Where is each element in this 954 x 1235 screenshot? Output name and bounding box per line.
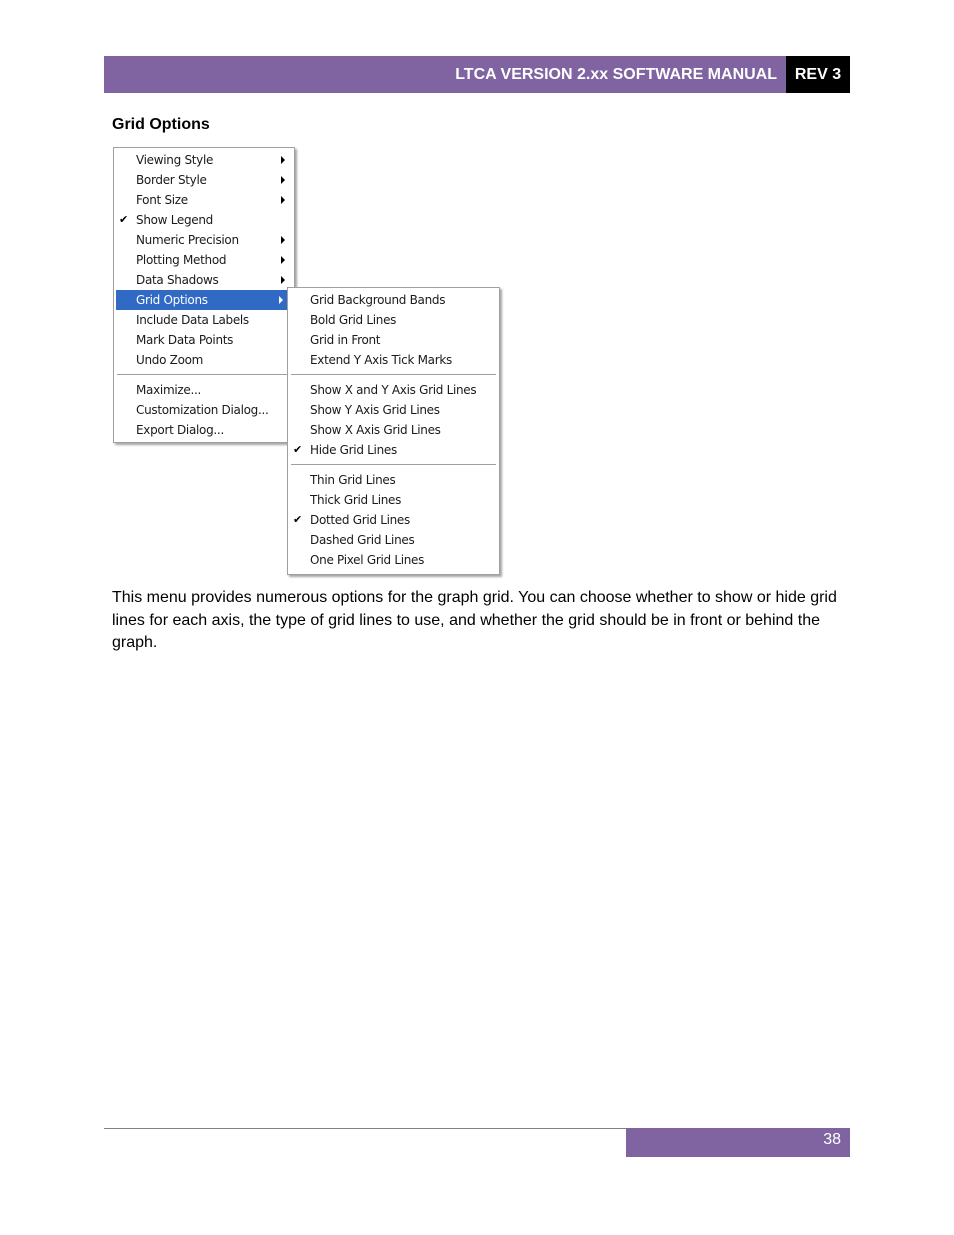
checkmark-icon: ✔: [293, 443, 302, 456]
menu-item-export-dialog[interactable]: [114, 420, 294, 440]
menu-separator: [291, 464, 496, 465]
menu-item-label: Show Legend: [136, 213, 213, 227]
checkmark-icon: ✔: [119, 213, 128, 226]
submenu-arrow-icon: [281, 196, 285, 204]
menu-item-label: One Pixel Grid Lines: [310, 553, 425, 567]
menu-item-label: Show X and Y Axis Grid Lines: [310, 383, 477, 397]
menu-item-label: Hide Grid Lines: [310, 443, 397, 457]
submenu-item-extend-y-axis-tick-marks[interactable]: [288, 350, 499, 370]
submenu-arrow-icon: [279, 296, 283, 304]
submenu-item-grid-background-bands[interactable]: [288, 290, 499, 310]
menu-item-font-size[interactable]: [114, 190, 294, 210]
submenu-item-one-pixel-grid-lines[interactable]: [288, 550, 499, 570]
menu-item-label: Numeric Precision: [136, 233, 239, 247]
menu-item-label: Thick Grid Lines: [310, 493, 402, 507]
menu-item-include-data-labels[interactable]: [114, 310, 294, 330]
menu-item-label: Data Shadows: [136, 273, 219, 287]
menu-item-label: Border Style: [136, 173, 207, 187]
footer-bar: [626, 1128, 850, 1157]
menu-item-label: Dotted Grid Lines: [310, 513, 410, 527]
menu-item-label: Include Data Labels: [136, 313, 249, 327]
submenu-arrow-icon: [281, 236, 285, 244]
submenu-item-dashed-grid-lines[interactable]: [288, 530, 499, 550]
submenu-item-thin-grid-lines[interactable]: [288, 470, 499, 490]
menu-item-label: Show X Axis Grid Lines: [310, 423, 441, 437]
menu-item-label: Customization Dialog...: [136, 403, 269, 417]
menu-item-viewing-style[interactable]: [114, 150, 294, 170]
menu-item-label: Undo Zoom: [136, 353, 204, 367]
context-menu: [113, 147, 295, 443]
menu-item-label: Dashed Grid Lines: [310, 533, 415, 547]
menu-item-label: Extend Y Axis Tick Marks: [310, 353, 452, 367]
menu-item-grid-options[interactable]: [116, 290, 292, 310]
menu-item-label: Maximize...: [136, 383, 201, 397]
menu-separator: [117, 374, 291, 375]
header-rev-badge: [786, 56, 850, 93]
submenu-arrow-icon: [281, 256, 285, 264]
menu-item-label: Grid in Front: [310, 333, 381, 347]
menu-item-numeric-precision[interactable]: [114, 230, 294, 250]
menu-item-label: Export Dialog...: [136, 423, 224, 437]
menu-item-plotting-method[interactable]: [114, 250, 294, 270]
header-rev-label: REV 3: [794, 65, 842, 83]
body-paragraph: This menu provides numerous options for the graph grid. You can choose whether to show or hide grid lines for each axis, the type of grid lines to use, and whether the grid should be in front or behind the graph.: [112, 589, 837, 651]
menu-item-label: Show Y Axis Grid Lines: [310, 403, 440, 417]
header-title: LTCA VERSION 2.xx SOFTWARE MANUAL: [455, 65, 777, 83]
header-bar: [104, 56, 786, 93]
submenu-item-dotted-grid-lines[interactable]: [288, 510, 499, 530]
footer-rule: [104, 1128, 626, 1129]
menu-item-mark-data-points[interactable]: [114, 330, 294, 350]
menu-item-label: Bold Grid Lines: [310, 313, 397, 327]
menu-item-maximize[interactable]: [114, 380, 294, 400]
menu-item-border-style[interactable]: [114, 170, 294, 190]
menu-item-label: Viewing Style: [136, 153, 214, 167]
submenu-item-hide-grid-lines[interactable]: [288, 440, 499, 460]
submenu-arrow-icon: [281, 276, 285, 284]
menu-item-label: Plotting Method: [136, 253, 227, 267]
submenu-item-bold-grid-lines[interactable]: [288, 310, 499, 330]
menu-item-customization-dialog[interactable]: [114, 400, 294, 420]
checkmark-icon: ✔: [293, 513, 302, 526]
menu-item-label: Mark Data Points: [136, 333, 234, 347]
page-number: 38: [823, 1131, 841, 1148]
menu-item-label: Font Size: [136, 193, 188, 207]
submenu-item-thick-grid-lines[interactable]: [288, 490, 499, 510]
submenu-item-show-x-grid-lines[interactable]: [288, 420, 499, 440]
section-title: Grid Options: [112, 116, 210, 133]
submenu-item-show-x-and-y-grid-lines[interactable]: [288, 380, 499, 400]
menu-separator: [291, 374, 496, 375]
menu-item-show-legend[interactable]: [114, 210, 294, 230]
grid-options-submenu: [287, 287, 500, 575]
menu-item-label: Grid Options: [136, 293, 208, 307]
submenu-item-show-y-grid-lines[interactable]: [288, 400, 499, 420]
menu-item-label: Thin Grid Lines: [310, 473, 396, 487]
submenu-item-grid-in-front[interactable]: [288, 330, 499, 350]
menu-item-label: Grid Background Bands: [310, 293, 446, 307]
menu-item-data-shadows[interactable]: [114, 270, 294, 290]
submenu-arrow-icon: [281, 156, 285, 164]
menu-item-undo-zoom[interactable]: [114, 350, 294, 370]
submenu-arrow-icon: [281, 176, 285, 184]
